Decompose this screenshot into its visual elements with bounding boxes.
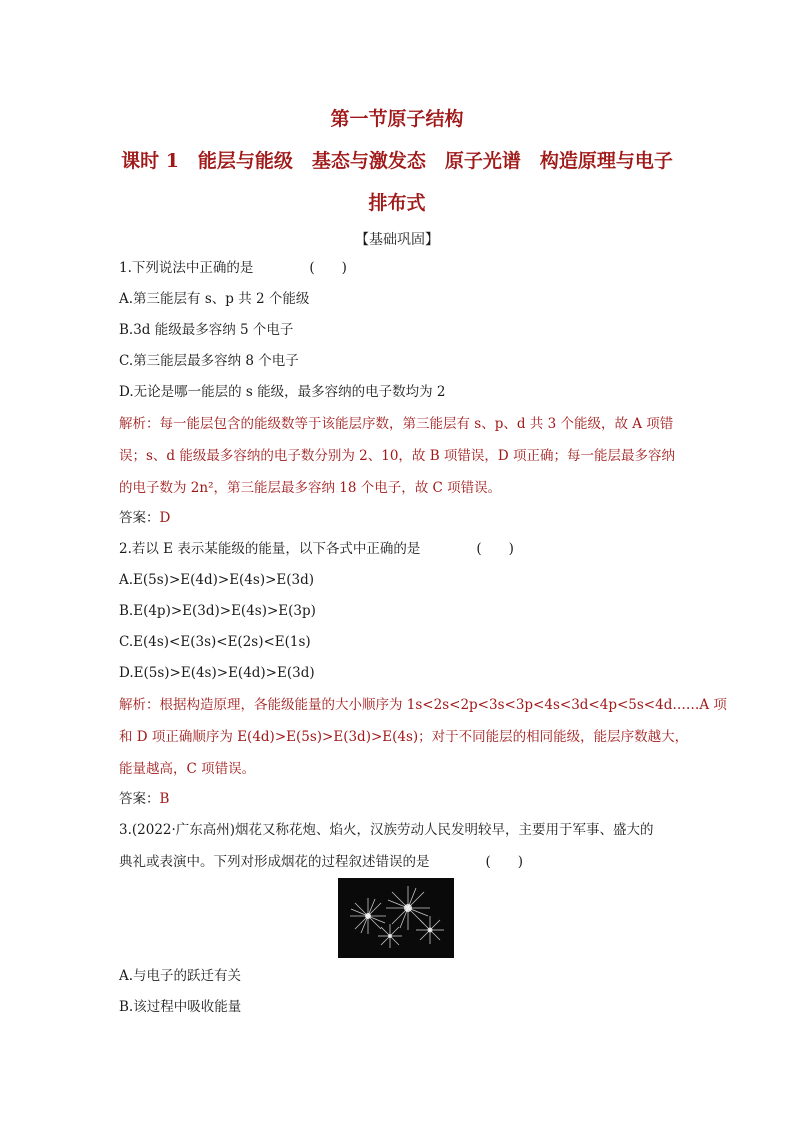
question-3-stem-line-2 xyxy=(119,852,523,872)
q2-option-b: B.E(4p)>E(3d)>E(4s)>E(3p) xyxy=(119,603,316,619)
q1-answer-value: D xyxy=(159,510,171,526)
question-3-stem-line-1: 3.(2022·广东高州)烟花又称花炮、焰火，汉族劳动人民发明较早，主要用于军事、盛大的 xyxy=(119,822,654,838)
q1-option-b: B.3d 能级最多容纳 5 个电子 xyxy=(119,322,294,338)
q1-option-d: D.无论是哪一能层的 s 能级，最多容纳的电子数均为 2 xyxy=(119,384,446,400)
q2-answer-value: B xyxy=(159,791,170,807)
section-label: 【基础巩固】 xyxy=(355,232,439,248)
question-3-blank: ( ) xyxy=(485,854,524,870)
q2-option-d: D.E(5s)>E(4s)>E(4d)>E(3d) xyxy=(119,665,315,681)
q2-analysis-line-1: 解析：根据构造原理，各能级能量的大小顺序为 1s<2s<2p<3s<3p<4s<3d<4p<5s<4d……A 项 xyxy=(119,697,727,713)
q2-answer xyxy=(119,789,169,809)
chapter-title: 第一节原子结构 xyxy=(330,108,464,130)
q2-analysis-line-3: 能量越高，C 项错误。 xyxy=(119,761,256,777)
lesson-title: 课时 1 能层与能级 基态与激发态 原子光谱 构造原理与电子 xyxy=(121,150,673,172)
question-2-blank: ( ) xyxy=(476,541,514,557)
q3-option-a: A.与电子的跃迁有关 xyxy=(119,968,242,984)
fireworks-image xyxy=(338,878,454,958)
q1-answer-label: 答案： xyxy=(119,510,160,526)
q2-answer-label: 答案： xyxy=(119,791,160,807)
question-2-text: 2.若以 E 表示某能级的能量，以下各式中正确的是 xyxy=(119,541,421,557)
q1-answer xyxy=(119,508,170,528)
question-2-stem xyxy=(119,539,514,559)
q1-analysis-line-2: 误；s、d 能级最多容纳的电子数分别为 2、10，故 B 项错误，D 项正确；每一能层最多容纳 xyxy=(119,448,676,464)
q2-option-c: C.E(4s)<E(3s)<E(2s)<E(1s) xyxy=(119,634,311,650)
q2-option-a: A.E(5s)>E(4d)>E(4s)>E(3d) xyxy=(119,572,315,588)
question-1-stem xyxy=(119,258,347,278)
question-3-text: 典礼或表演中。下列对形成烟花的过程叙述错误的是 xyxy=(119,854,430,870)
q3-option-b: B.该过程中吸收能量 xyxy=(119,999,242,1015)
question-1-text: 1.下列说法中正确的是 xyxy=(119,260,254,276)
q1-option-a: A.第三能层有 s、p 共 2 个能级 xyxy=(119,291,310,307)
lesson-title-continued: 排布式 xyxy=(368,192,426,214)
q1-option-c: C.第三能层最多容纳 8 个电子 xyxy=(119,353,299,369)
q2-analysis-line-2: 和 D 项正确顺序为 E(4d)>E(5s)>E(3d)>E(4s)；对于不同能层的相同能级，能层序数越大， xyxy=(119,729,689,745)
fireworks-photo xyxy=(338,878,454,958)
question-1-blank: ( ) xyxy=(309,260,347,276)
q1-analysis-line-3: 的电子数为 2n²，第三能层最多容纳 18 个电子，故 C 项错误。 xyxy=(119,480,502,496)
q1-analysis-line-1: 解析：每一能层包含的能级数等于该能层序数，第三能层有 s、p、d 共 3 个能级，故 A 项错 xyxy=(119,416,674,432)
